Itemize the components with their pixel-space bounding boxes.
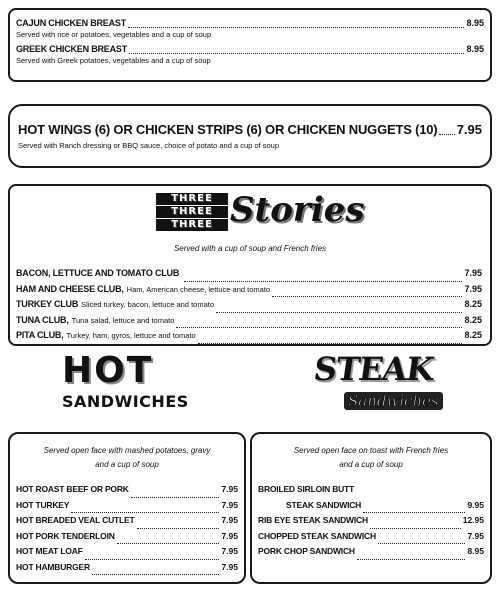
item-price: 8.25	[464, 299, 482, 309]
list-item	[16, 299, 482, 315]
item-price: 7.95	[221, 499, 238, 510]
item-price: 7.95	[467, 530, 484, 541]
hot-title: HOT	[62, 350, 154, 391]
item-name: BROILED SIRLOIN BUTT	[258, 484, 355, 494]
item-price: 8.95	[466, 44, 484, 54]
item-description: Tuna salad, lettuce and tomato	[71, 315, 175, 325]
section-note: Served with a cup of soup and French fries	[173, 244, 327, 253]
list-item	[258, 515, 484, 531]
hot-sandwich-list	[16, 484, 238, 577]
note-line: Served open face with mashed potatoes, gravy	[43, 446, 211, 455]
list-item	[16, 315, 482, 331]
item-name: TURKEY CLUB	[16, 299, 79, 309]
item-name: HOT BREADED VEAL CUTLET	[16, 515, 135, 525]
item-name: PORK CHOP SANDWICH	[258, 546, 355, 556]
item-price: 7.95	[221, 484, 238, 494]
item-name: BACON, LETTUCE AND TOMATO CLUB	[16, 268, 180, 278]
steak-sandwich-list	[258, 484, 484, 562]
item-name: CAJUN CHICKEN BREAST	[16, 18, 127, 28]
leader-dots	[184, 281, 462, 282]
item-price: 7.95	[464, 268, 482, 278]
menu-item-cajun-chicken	[16, 18, 484, 30]
menu-item-greek-chicken	[16, 44, 484, 56]
leader-dots	[92, 574, 220, 575]
item-description: Sliced turkey, bacon, lettuce and tomato	[81, 300, 214, 309]
item-price: 12.95	[462, 515, 484, 525]
item-name: HOT HAMBURGER	[16, 561, 90, 572]
item-price: 8.25	[464, 314, 482, 325]
menu-item-hot-wings	[18, 122, 482, 137]
item-price: 7.95	[221, 530, 238, 541]
list-item	[258, 546, 484, 562]
list-item	[16, 531, 238, 547]
three-word: THREE	[156, 192, 228, 205]
item-name: STEAK SANDWICH	[286, 499, 362, 510]
section-note	[16, 444, 238, 472]
leader-dots	[357, 559, 466, 560]
item-price: 7.95	[221, 546, 238, 556]
item-price: 7.95	[221, 515, 238, 525]
leader-dots	[85, 559, 220, 560]
item-name: HOT ROAST BEEF OR PORK	[16, 484, 129, 494]
three-stories-logo	[156, 190, 365, 234]
item-name: HOT WINGS (6) OR CHICKEN STRIPS (6) OR CHICKEN NUGGETS (10)	[18, 122, 438, 137]
item-name: HOT TURKEY	[16, 499, 70, 510]
list-item	[16, 562, 238, 578]
item-name: HOT MEAT LOAF	[16, 546, 83, 556]
item-price: 7.95	[464, 283, 482, 294]
steak-sandwiches-logo	[310, 350, 450, 418]
hot-subtitle: SANDWICHES	[62, 392, 189, 411]
club-list	[16, 268, 482, 346]
leader-dots	[363, 512, 465, 513]
leader-dots	[71, 512, 219, 513]
list-item	[258, 531, 484, 547]
item-description: Served with Greek potatoes, vegetables and a cup of soup	[16, 56, 211, 65]
leader-dots	[137, 528, 220, 529]
leader-dots	[129, 53, 464, 54]
list-item	[258, 484, 484, 500]
leader-dots	[370, 528, 461, 529]
hot-sandwiches-section	[8, 432, 246, 584]
leader-dots	[216, 312, 462, 313]
leader-dots	[117, 543, 220, 544]
item-price: 7.95	[221, 561, 238, 572]
item-name: HOT PORK TENDERLOIN	[16, 530, 115, 541]
item-name: CHOPPED STEAK SANDWICH	[258, 530, 376, 541]
item-description: Served with Ranch dressing or BBQ sauce, choice of potato and a cup of soup	[18, 141, 279, 150]
leader-dots	[198, 343, 463, 344]
chicken-breast-section	[8, 8, 492, 82]
leader-dots	[128, 27, 464, 28]
list-item	[16, 284, 482, 300]
item-name: RIB EYE STEAK SANDWICH	[258, 515, 368, 525]
section-note	[258, 444, 484, 472]
three-stories-section	[8, 184, 492, 346]
list-item	[16, 268, 482, 284]
item-description: Turkey, ham, gyros, lettuce and tomato	[66, 331, 196, 340]
list-item	[16, 515, 238, 531]
item-description: Ham, American cheese, lettuce and tomato	[126, 284, 271, 294]
item-name: GREEK CHICKEN BREAST	[16, 44, 128, 54]
steak-sandwiches-section	[250, 432, 492, 584]
list-item	[258, 500, 484, 516]
leader-dots	[439, 134, 454, 135]
item-price: 7.95	[456, 122, 482, 137]
leader-dots	[272, 296, 462, 297]
list-item	[16, 484, 238, 500]
item-name: PITA CLUB,	[16, 330, 64, 340]
leader-dots	[176, 327, 462, 328]
note-line: Served open face on toast with French fries	[293, 446, 449, 455]
steak-title: STEAK	[311, 350, 436, 388]
leader-dots	[378, 543, 466, 544]
item-price: 8.25	[464, 330, 482, 340]
steak-subtitle: Sandwiches	[344, 392, 443, 410]
note-line: and a cup of soup	[339, 460, 403, 469]
leader-dots	[131, 497, 220, 498]
note-line: and a cup of soup	[95, 460, 159, 469]
list-item	[16, 330, 482, 346]
list-item	[16, 500, 238, 516]
hot-sandwiches-logo	[58, 350, 189, 416]
list-item	[16, 546, 238, 562]
item-price: 8.95	[467, 546, 484, 556]
three-stack	[156, 192, 228, 231]
three-word: THREE	[156, 205, 228, 218]
item-price: 8.95	[466, 18, 484, 28]
item-description: Served with rice or potatoes, vegetables and a cup of soup	[16, 30, 212, 39]
item-name: HAM AND CHEESE CLUB,	[16, 283, 124, 294]
item-name: TUNA CLUB,	[16, 314, 69, 325]
three-word: THREE	[156, 218, 228, 231]
hot-wings-section	[8, 104, 492, 168]
item-price: 9.95	[467, 499, 484, 510]
stories-word: Stories	[230, 190, 365, 230]
